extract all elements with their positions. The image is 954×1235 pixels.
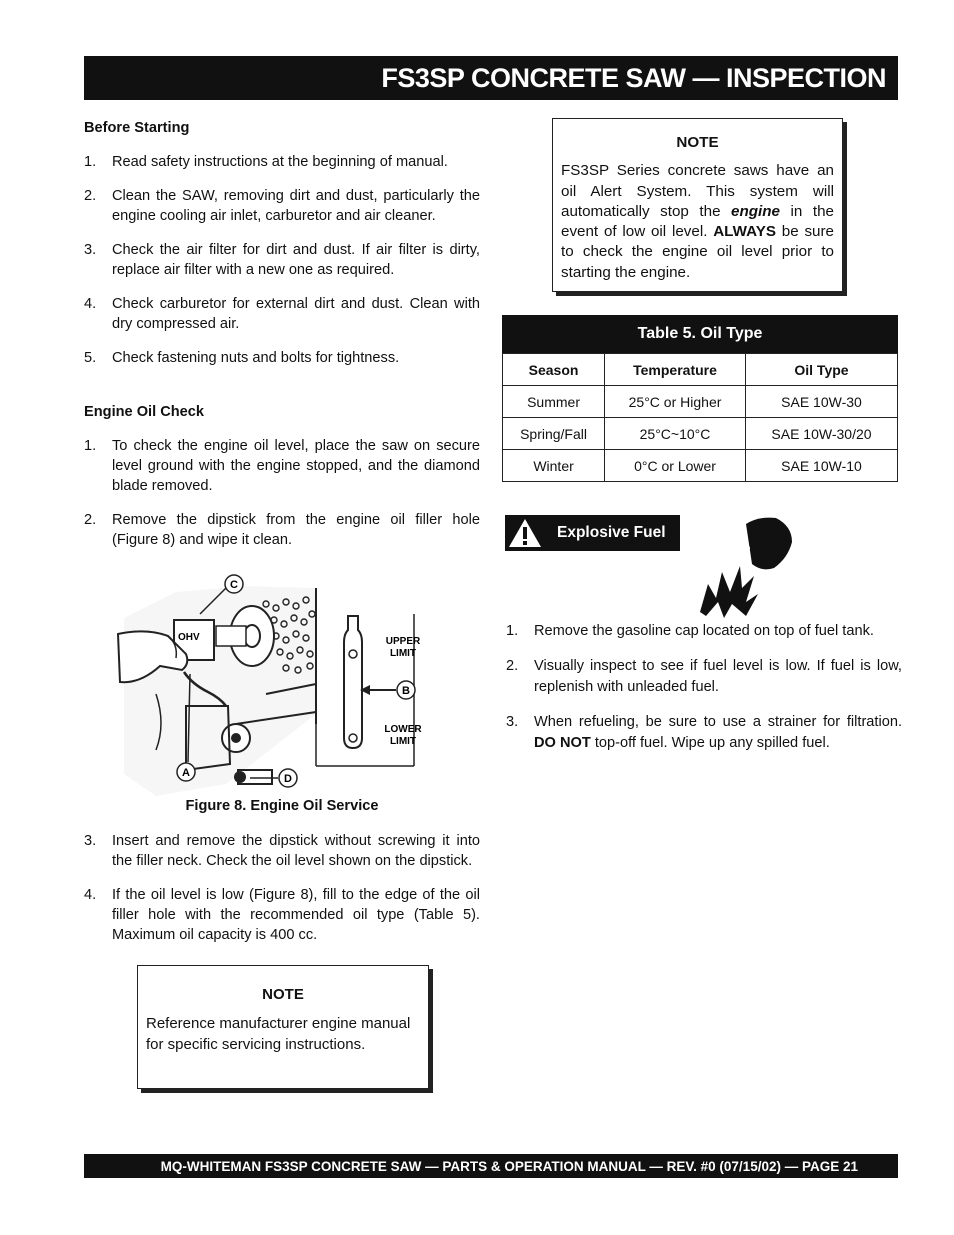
note-oil-alert [552,118,843,292]
item-strong: DO NOT [534,735,591,751]
table-cell: 0°C or Lower [605,450,746,482]
lower-limit-label-2: LIMIT [389,736,417,747]
table-cell: SAE 10W-30/20 [745,418,897,450]
list-item [506,656,902,698]
list-item [84,240,480,280]
table-caption: Table 5. Oil Type [502,315,898,353]
engine-oil-service-figure [116,574,448,796]
table-row [503,386,898,418]
column-header: Season [503,354,605,386]
item-number: 2. [84,188,97,204]
upper-limit-label-2: LIMIT [389,648,417,659]
table-cell: 25°C~10°C [605,418,746,450]
figure-caption: Figure 8. Engine Oil Service [185,798,379,814]
item-number: 1. [506,623,519,639]
warning-triangle-icon [505,518,545,548]
page-title: FS3SP CONCRETE SAW — INSPECTION [381,62,886,93]
item-text: Check the air filter for dirt and dust. If air filter is dirty, replace air filter with a new one as required. [112,242,480,278]
list-item [84,294,480,334]
item-text: Remove the dipstick from the engine oil filler hole (Figure 8) and wipe it clean. [112,512,480,548]
item-text: To check the engine oil level, place the saw on secure level ground with the engine stopped, and the diamond blade removed. [112,438,480,494]
item-text: If the oil level is low (Figure 8), fill to the edge of the oil filler hole with the recommended oil type (Table 5). Maximum oil capacity is 400 cc. [112,887,480,943]
note-servicing [137,965,429,1089]
list-item [84,152,480,172]
before-starting-list [84,152,480,368]
footer-text: MQ-WHITEMAN FS3SP CONCRETE SAW — PARTS & OPERATION MANUAL — REV. #0 (07/15/02) — PAGE 21 [160,1158,858,1174]
item-text [534,712,902,754]
warning-label: Explosive Fuel [557,524,666,541]
label-b: B [402,685,410,697]
before-starting-heading: Before Starting [84,120,190,136]
ohv-label: OHV [178,632,200,643]
item-number: 4. [84,296,97,312]
item-text: Visually inspect to see if fuel level is low. If fuel is low, replenish with unleaded fuel. [534,658,902,695]
column-header: Temperature [605,354,746,386]
item-number: 1. [84,438,97,454]
item-number: 3. [506,714,519,730]
explosion-icon [696,512,796,618]
oil-type-table [502,315,898,482]
table-cell: SAE 10W-30 [745,386,897,418]
table-cell: Spring/Fall [503,418,605,450]
note-title: NOTE [262,986,304,1003]
item-text-part: When refueling, be sure to use a strainer for filtration. [534,714,902,730]
item-text: Insert and remove the dipstick without screwing it into the filler neck. Check the oil level shown on the dipstick. [112,833,480,869]
left-column [84,118,480,564]
list-item [84,186,480,226]
note-text-part: in the event of low oil level. [561,202,834,241]
dipstick [344,616,362,748]
item-text: Remove the gasoline cap located on top of fuel tank. [534,623,874,639]
table-row [503,450,898,482]
label-c: C [230,579,238,591]
column-header: Oil Type [745,354,897,386]
engine-oil-check-heading: Engine Oil Check [84,404,205,420]
item-text: Clean the SAW, removing dirt and dust, particularly the engine cooling air inlet, carburetor and air cleaner. [112,188,480,224]
list-item [84,885,480,945]
note-text [561,161,834,283]
note-text: Reference manufacturer engine manual for specific servicing instructions. [146,1015,411,1053]
lower-limit-label-1: LOWER [384,724,422,735]
item-number: 2. [84,512,97,528]
item-number: 3. [84,833,97,849]
note-emphasis: engine [731,202,780,220]
item-number: 1. [84,154,97,170]
item-text: Check fastening nuts and bolts for tightness. [112,350,400,366]
note-text-part: be sure to check the engine oil level prior to starting the engine. [561,223,834,281]
list-item [84,510,480,550]
explosive-fuel-warning [505,515,680,551]
item-text-part: top-off fuel. Wipe up any spilled fuel. [590,735,830,751]
upper-limit-label-1: UPPER [385,636,421,647]
list-item [84,436,480,496]
item-number: 5. [84,350,97,366]
page-title-bar [84,56,898,100]
item-number: 3. [84,242,97,258]
engine-oil-check-list-continued [84,831,480,945]
page-footer [84,1154,898,1178]
table-cell: Summer [503,386,605,418]
table-cell: Winter [503,450,605,482]
item-text: Check carburetor for external dirt and dust. Clean with dry compressed air. [112,296,480,332]
list-item [506,621,902,642]
list-item [506,712,902,754]
engine-oil-check-list [84,436,480,550]
fuel-check-steps [506,621,902,768]
list-item [84,348,480,368]
note-text-part: FS3SP Series concrete saws have an oil Alert System. This system will automatically stop the [561,162,834,220]
item-text: Read safety instructions at the beginning of manual. [112,154,448,170]
table-cell: SAE 10W-10 [745,450,897,482]
list-item [84,831,480,871]
fuel-check-list [506,621,902,754]
table-row [503,418,898,450]
table-header-row [503,354,898,386]
note-title: NOTE [676,134,719,151]
label-d: D [284,773,292,785]
item-number: 2. [506,658,519,674]
label-a: A [182,767,190,779]
left-column-continued [84,831,480,959]
item-number: 4. [84,887,97,903]
table-cell: 25°C or Higher [605,386,746,418]
note-strong: ALWAYS [713,223,776,241]
